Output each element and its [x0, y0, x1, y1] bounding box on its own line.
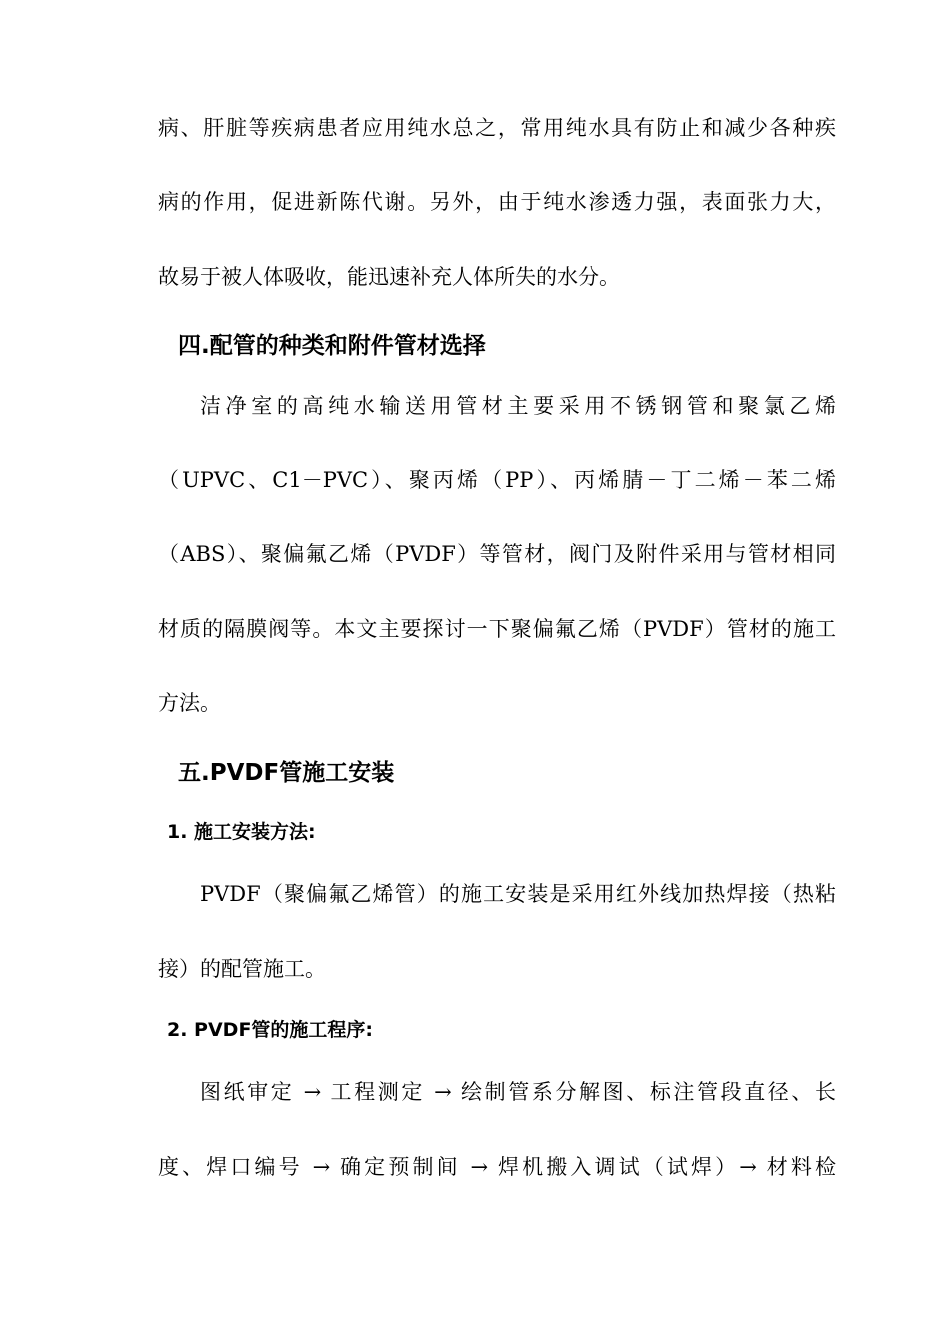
paragraph-1-line-2: 病的作用，促进新陈代谢。另外，由于纯水渗透力强，表面张力大， [158, 190, 836, 214]
paragraph-1-line-1: 病、肝脏等疾病患者应用纯水总之，常用纯水具有防止和减少各种疾 [158, 116, 836, 140]
paragraph-1-line-3: 故易于被人体吸收，能迅速补充人体所失的水分。 [158, 265, 620, 289]
section-4-line-5: 方法。 [158, 691, 221, 715]
section-5-sub-1-line-2: 接）的配管施工。 [158, 957, 326, 981]
section-4-line-2: （UPVC、C1－PVC）、聚丙烯（PP）、丙烯腈－丁二烯－苯二烯 [158, 468, 836, 492]
section-5-sub-1-line-1: PVDF（聚偏氟乙烯管）的施工安装是采用红外线加热焊接（热粘 [200, 882, 836, 906]
section-4-line-3: （ABS）、聚偏氟乙烯（PVDF）等管材，阀门及附件采用与管材相同 [158, 542, 836, 566]
section-4-line-1: 洁净室的高纯水输送用管材主要采用不锈钢管和聚氯乙烯 [200, 394, 836, 418]
section-5-sub-2-heading: 2. PVDF管的施工程序: [167, 1019, 374, 1041]
section-5-sub-2-line-2: 度、焊口编号 → 确定预制间 → 焊机搬入调试（试焊）→ 材料检 [158, 1155, 836, 1179]
section-4-line-4: 材质的隔膜阀等。本文主要探讨一下聚偏氟乙烯（PVDF）管材的施工 [158, 617, 836, 641]
section-5-sub-1-heading: 1. 施工安装方法: [167, 821, 316, 843]
section-5-sub-2-line-1: 图纸审定 → 工程测定 → 绘制管系分解图、标注管段直径、长 [200, 1080, 836, 1104]
section-4-heading: 四.配管的种类和附件管材选择 [178, 333, 486, 359]
section-5-heading: 五.PVDF管施工安装 [178, 760, 395, 786]
